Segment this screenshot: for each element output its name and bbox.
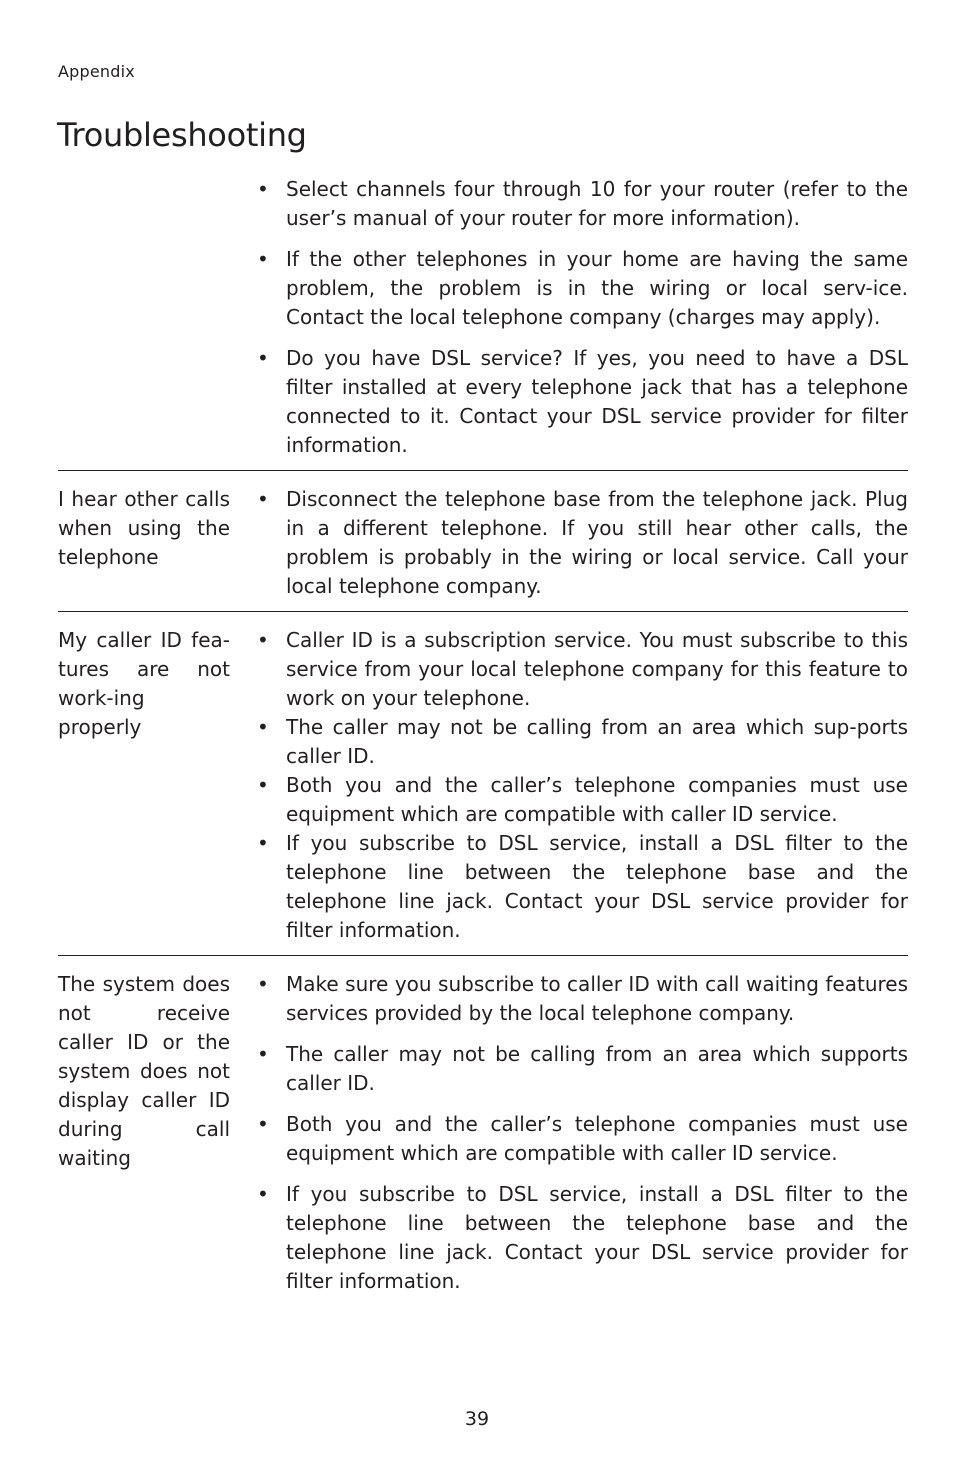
problem-cell bbox=[58, 175, 238, 460]
solution-text: If you subscribe to DSL service, install a DSL filter to the telephone line between the telephone base and the telephone line jack. Contact your DSL service provider for filter information. bbox=[286, 831, 908, 942]
solution-text: The caller may not be calling from an area which sup-ports caller ID. bbox=[286, 715, 908, 768]
list-item bbox=[257, 1040, 908, 1098]
bullet-icon: • bbox=[257, 1182, 269, 1206]
bullet-icon: • bbox=[257, 1112, 269, 1136]
solution-list bbox=[238, 970, 908, 1296]
bullet-icon: • bbox=[257, 1042, 269, 1066]
list-item bbox=[257, 970, 908, 1028]
table-row bbox=[58, 175, 908, 471]
bullet-icon: • bbox=[257, 773, 269, 797]
list-item bbox=[257, 1110, 908, 1168]
bullet-icon: • bbox=[257, 177, 269, 201]
list-item bbox=[257, 1180, 908, 1296]
bullet-icon: • bbox=[257, 715, 269, 739]
solution-text: Select channels four through 10 for your router (refer to the user’s manual of your router for more information). bbox=[286, 177, 908, 230]
solution-text: Caller ID is a subscription service. You must subscribe to this service from your local telephone company for this feature to work on your telephone. bbox=[286, 628, 908, 710]
list-item bbox=[257, 626, 908, 713]
list-item bbox=[257, 829, 908, 945]
problem-cell: My caller ID fea-tures are not work-ing properly bbox=[58, 628, 230, 739]
table-row bbox=[58, 956, 908, 1306]
bullet-icon: • bbox=[257, 628, 269, 652]
solution-text: Both you and the caller’s telephone companies must use equipment which are compatible with caller ID service. bbox=[286, 773, 908, 826]
solution-text: Make sure you subscribe to caller ID with call waiting features services provided by the local telephone company. bbox=[286, 972, 908, 1025]
problem-cell: I hear other calls when using the telephone bbox=[58, 487, 230, 569]
page-number: 39 bbox=[464, 1408, 490, 1430]
solution-text: Do you have DSL service? If yes, you need to have a DSL filter installed at every telephone jack that has a telephone connected to it. Contact your DSL service provider for filter information. bbox=[286, 346, 908, 457]
solution-text: The caller may not be calling from an area which supports caller ID. bbox=[286, 1042, 908, 1095]
table-row bbox=[58, 471, 908, 612]
list-item bbox=[257, 344, 908, 460]
list-item bbox=[257, 175, 908, 233]
solution-list bbox=[238, 626, 908, 945]
problem-cell: The system does not receive caller ID or the system does not display caller ID during call waiting bbox=[58, 972, 230, 1170]
list-item bbox=[257, 245, 908, 332]
bullet-icon: • bbox=[257, 487, 269, 511]
bullet-icon: • bbox=[257, 972, 269, 996]
page-title: Troubleshooting bbox=[57, 116, 307, 154]
troubleshooting-table bbox=[58, 175, 908, 1306]
list-item bbox=[257, 485, 908, 601]
bullet-icon: • bbox=[257, 247, 269, 271]
solution-list bbox=[238, 175, 908, 460]
bullet-icon: • bbox=[257, 831, 269, 855]
bullet-icon: • bbox=[257, 346, 269, 370]
list-item bbox=[257, 713, 908, 771]
section-label: Appendix bbox=[58, 62, 135, 81]
table-row bbox=[58, 612, 908, 956]
list-item bbox=[257, 771, 908, 829]
solution-text: If you subscribe to DSL service, install a DSL filter to the telephone line between the telephone base and the telephone line jack. Contact your DSL service provider for filter information. bbox=[286, 1182, 908, 1293]
solution-text: Both you and the caller’s telephone companies must use equipment which are compatible with caller ID service. bbox=[286, 1112, 908, 1165]
solution-text: If the other telephones in your home are having the same problem, the problem is in the wiring or local serv-ice. Contact the local telephone company (charges may apply). bbox=[286, 247, 908, 329]
solution-list bbox=[238, 485, 908, 601]
solution-text: Disconnect the telephone base from the telephone jack. Plug in a different telephone. If you still hear other calls, the problem is probably in the wiring or local service. Call your local telephone company. bbox=[286, 487, 908, 598]
